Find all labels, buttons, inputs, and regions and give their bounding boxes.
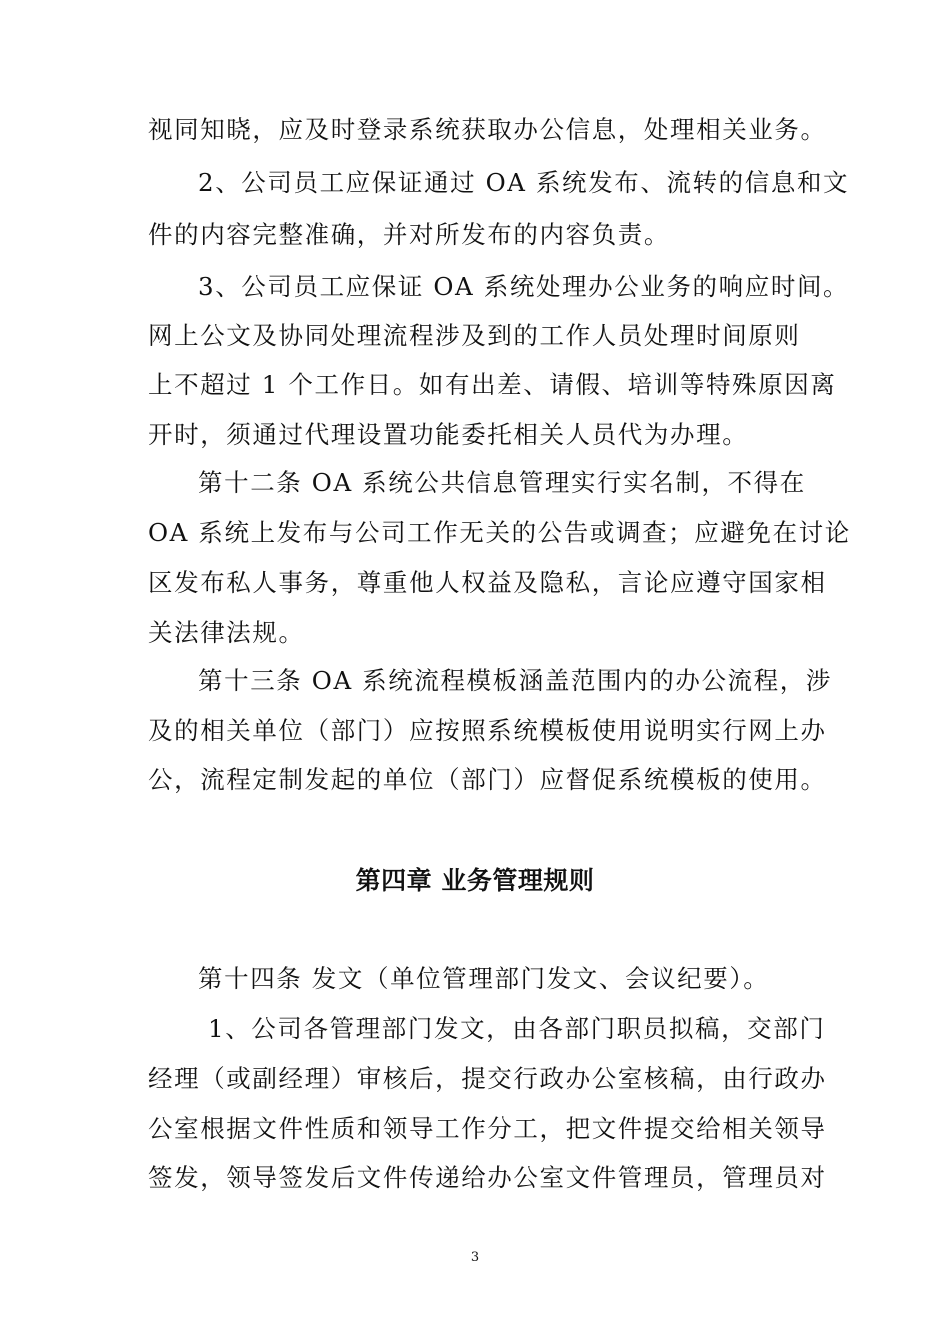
text-line: 及的相关单位（部门）应按照系统模板使用说明实行网上办	[148, 716, 827, 745]
page-number: 3	[470, 1250, 480, 1265]
text-line: 第十二条 OA 系统公共信息管理实行实名制，不得在	[198, 468, 806, 497]
text-line: 2、公司员工应保证通过 OA 系统发布、流转的信息和文	[198, 168, 850, 197]
text-line: OA 系统上发布与公司工作无关的公告或调查；应避免在讨论	[148, 518, 851, 547]
text-line: 公室根据文件性质和领导工作分工，把文件提交给相关领导	[148, 1114, 827, 1143]
text-line: 开时，须通过代理设置功能委托相关人员代为办理。	[148, 420, 749, 449]
text-line: 第十三条 OA 系统流程模板涵盖范围内的办公流程，涉	[198, 666, 832, 695]
chapter-heading: 第四章 业务管理规则	[355, 866, 595, 895]
text-line: 3、公司员工应保证 OA 系统处理办公业务的响应时间。	[198, 272, 850, 301]
text-line: 第十四条 发文（单位管理部门发文、会议纪要）。	[198, 964, 770, 993]
text-line: 区发布私人事务，尊重他人权益及隐私，言论应遵守国家相	[148, 568, 827, 597]
text-line: 公，流程定制发起的单位（部门）应督促系统模板的使用。	[148, 765, 827, 794]
text-line: 网上公文及协同处理流程涉及到的工作人员处理时间原则	[148, 321, 801, 350]
text-line: 1、公司各管理部门发文，由各部门职员拟稿，交部门	[208, 1014, 826, 1043]
text-line: 关法律法规。	[148, 618, 305, 647]
text-line: 签发，领导签发后文件传递给办公室文件管理员，管理员对	[148, 1163, 827, 1192]
text-line: 视同知晓，应及时登录系统获取办公信息，处理相关业务。	[148, 115, 827, 144]
text-line: 件的内容完整准确，并对所发布的内容负责。	[148, 220, 670, 249]
text-line: 上不超过 1 个工作日。如有出差、请假、培训等特殊原因离	[148, 370, 837, 399]
text-line: 经理（或副经理）审核后，提交行政办公室核稿，由行政办	[148, 1064, 827, 1093]
